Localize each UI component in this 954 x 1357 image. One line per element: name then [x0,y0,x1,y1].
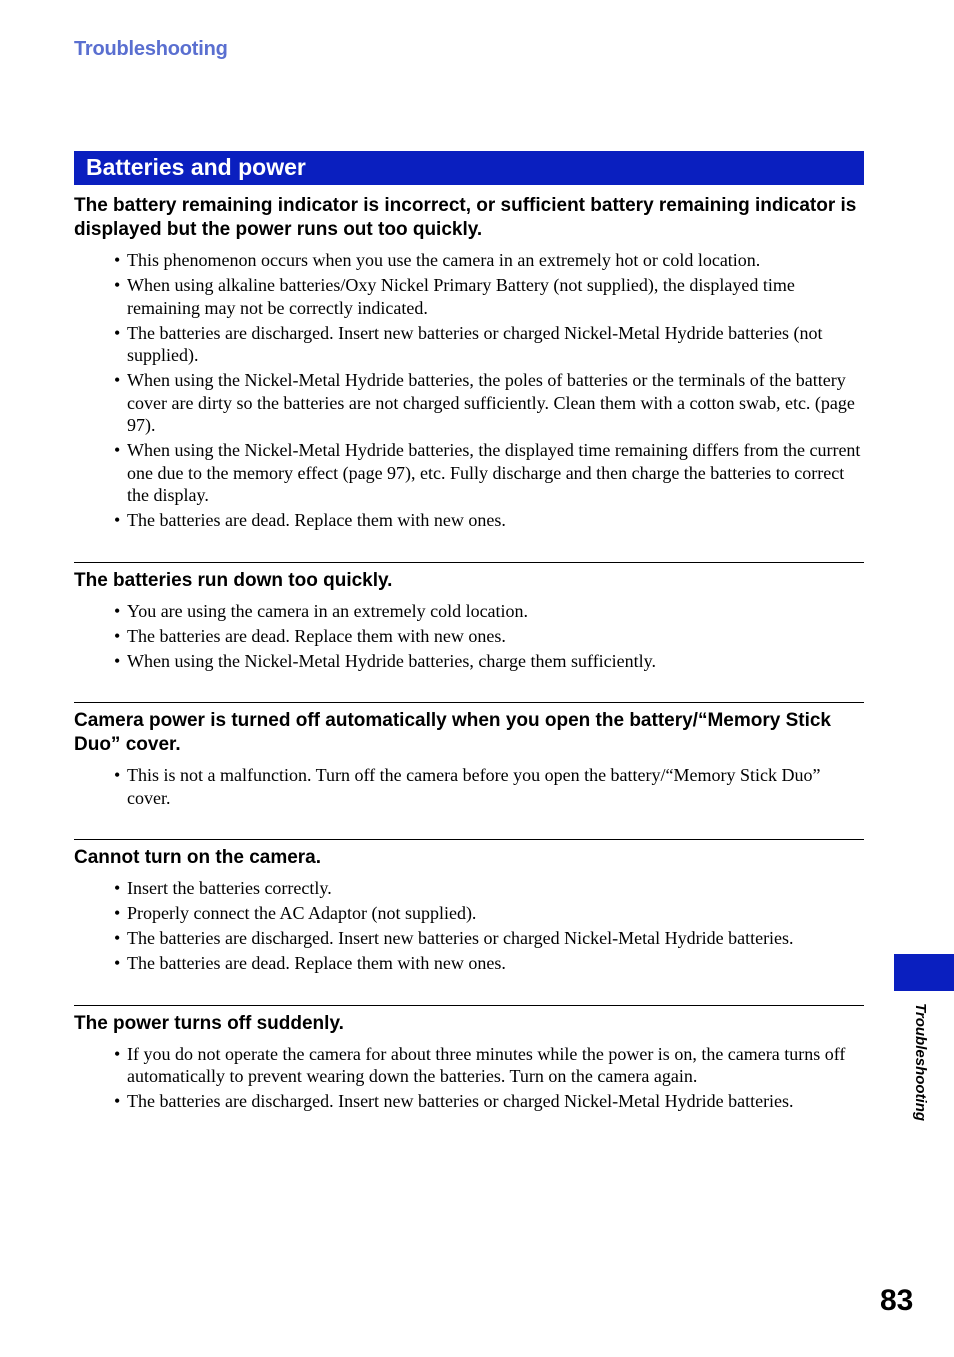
list-item: • The batteries are discharged. Insert new batteries or charged Nickel-Metal Hydride batteries. [74,1090,864,1113]
chapter-side-tab [894,954,954,991]
bullet-list [74,600,864,673]
troubleshooting-content [74,194,864,1115]
section-title: Batteries and power [86,154,306,180]
list-item: • When using the Nickel-Metal Hydride batteries, charge them sufficiently. [74,650,864,673]
section-title-banner [74,151,864,185]
topic-heading: The power turns off suddenly. [74,1012,344,1034]
bullet-list [74,1043,864,1113]
list-item: • The batteries are dead. Replace them with new ones. [74,509,864,532]
bullet-list [74,249,864,532]
list-item: • Insert the batteries correctly. [74,877,864,900]
list-item: • You are using the camera in an extremely cold location. [74,600,864,623]
topic-heading: Cannot turn on the camera. [74,847,322,868]
list-item: • When using alkaline batteries/Oxy Nickel Primary Battery (not supplied), the displayed time remaining may not be correctly indicated. [74,274,864,319]
list-item: • This phenomenon occurs when you use the camera in an extremely hot or cold location. [74,249,864,272]
list-item: • Properly connect the AC Adaptor (not supplied). [74,902,864,925]
page-number: 83 [880,1284,914,1317]
topic-power-turns-off [74,1005,864,1113]
topic-heading: Camera power is turned off automatically when you open the battery/“Memory Stick Duo” cover. [74,710,831,755]
topic-heading: The battery remaining indicator is incorrect, or sufficient battery remaining indicator is displayed but the power runs out too quickly. [74,195,857,240]
bullet-list [74,877,864,975]
list-item: • If you do not operate the camera for about three minutes while the power is on, the camera turns off automatically to prevent wearing down the batteries. Turn on the camera again. [74,1043,864,1088]
topic-heading: The batteries run down too quickly. [74,569,393,591]
chapter-side-label: Troubleshooting [912,1003,929,1122]
bullet-list [74,764,864,809]
list-item: • When using the Nickel-Metal Hydride batteries, the displayed time remaining differs from the current one due to the memory effect (page 97), etc. Fully discharge and then charge the batteries to correct the display. [74,439,864,507]
topic-power-off-cover [74,702,864,809]
list-item: • This is not a malfunction. Turn off the camera before you open the battery/“Memory Stick Duo” cover. [74,764,864,809]
list-item: • The batteries are dead. Replace them with new ones. [74,625,864,648]
list-item: • The batteries are discharged. Insert new batteries or charged Nickel-Metal Hydride batteries (not supplied). [74,322,864,367]
list-item: • When using the Nickel-Metal Hydride batteries, the poles of batteries or the terminals of the battery cover are dirty so the batteries are not charged sufficiently. Clean them with a cotton swab, etc. (page 97). [74,369,864,437]
list-item: • The batteries are discharged. Insert new batteries or charged Nickel-Metal Hydride batteries. [74,927,864,950]
topic-batteries-run-down [74,562,864,673]
topic-cannot-turn-on [74,839,864,975]
topic-battery-indicator [74,194,864,532]
running-header: Troubleshooting [74,38,228,60]
list-item: • The batteries are dead. Replace them with new ones. [74,952,864,975]
